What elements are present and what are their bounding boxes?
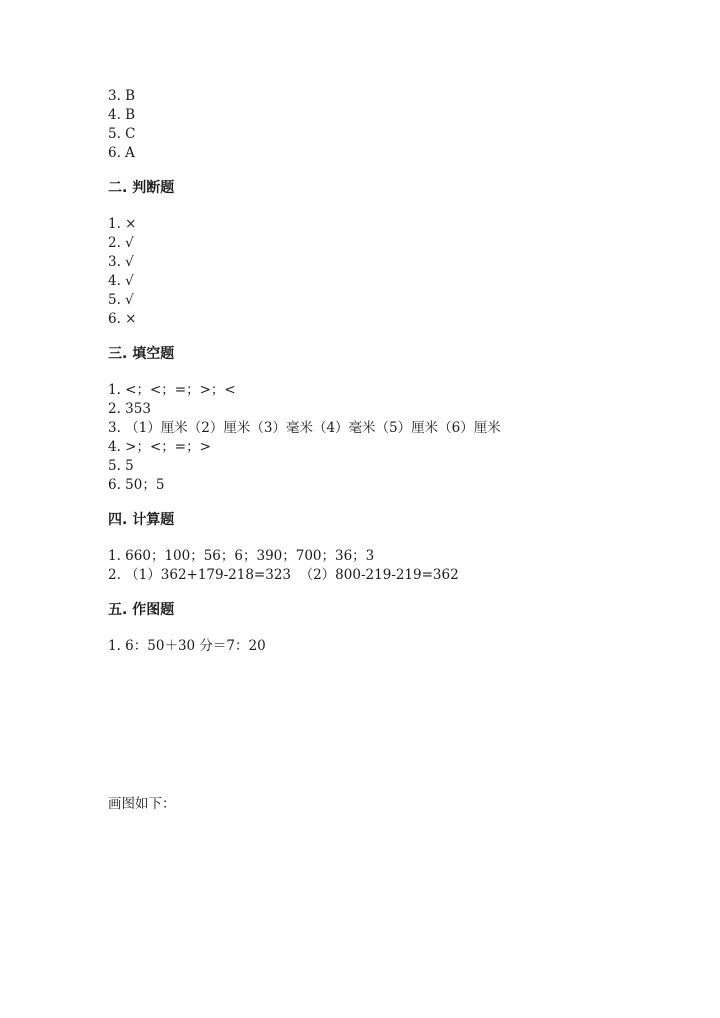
section-title-drawing: 五. 作图题 — [108, 602, 175, 618]
judgment-answer-3: 3. √ — [108, 254, 134, 270]
fill-answer-1: 1. <；<；=；>；< — [108, 382, 236, 398]
drawing-answer-1: 1. 6：50＋30 分＝7：20 — [108, 638, 266, 654]
fill-answer-4: 4. >；<；=；> — [108, 439, 211, 455]
judgment-answer-5: 5. √ — [108, 292, 134, 308]
fill-answer-5: 5. 5 — [108, 458, 134, 474]
judgment-answer-2: 2. √ — [108, 235, 134, 251]
fill-answer-3: 3. （1）厘米（2）厘米（3）毫米（4）毫米（5）厘米（6）厘米 — [108, 420, 501, 436]
calc-answer-2: 2. （1）362+179-218=323 （2）800-219-219=362 — [108, 567, 459, 583]
section-title-calculation: 四. 计算题 — [108, 512, 175, 528]
drawing-note: 画图如下： — [108, 796, 176, 812]
choice-answer-3: 3. B — [108, 88, 136, 104]
judgment-answer-6: 6. × — [108, 311, 137, 327]
section-title-fill-in: 三. 填空题 — [108, 346, 175, 362]
fill-answer-2: 2. 353 — [108, 401, 151, 417]
choice-answer-6: 6. A — [108, 145, 135, 161]
fill-answer-6: 6. 50；5 — [108, 477, 165, 493]
choice-answer-5: 5. C — [108, 126, 136, 142]
choice-answer-4: 4. B — [108, 107, 136, 123]
judgment-answer-4: 4. √ — [108, 273, 134, 289]
section-title-judgment: 二. 判断题 — [108, 180, 175, 196]
calc-answer-1: 1. 660；100；56；6；390；700；36；3 — [108, 548, 375, 564]
judgment-answer-1: 1. × — [108, 216, 137, 232]
